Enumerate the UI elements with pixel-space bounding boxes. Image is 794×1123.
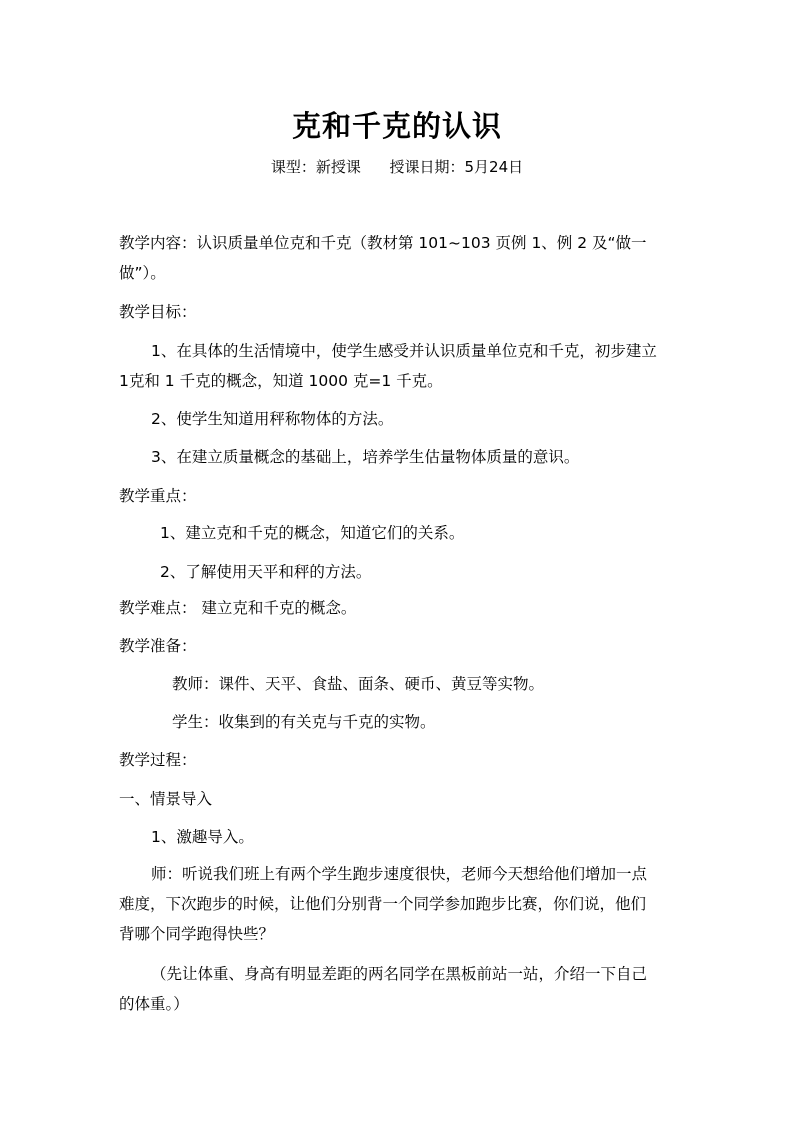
teacher-speech-line-1: 师：听说我们班上有两个学生跑步速度很快，老师今天想给他们增加一点	[151, 865, 648, 883]
section-objectives: 教学目标：	[119, 303, 197, 321]
preparation-teacher: 教师：课件、天平、食盐、面条、硬币、黄豆等实物。	[172, 675, 545, 693]
section-difficulty: 教学难点： 建立克和千克的概念。	[119, 599, 357, 617]
process-part-1: 一、情景导入	[119, 790, 213, 808]
preparation-students: 学生：收集到的有关克与千克的实物。	[172, 713, 436, 731]
activity-note-line-2: 的体重。）	[119, 995, 189, 1013]
content-line-2: 做”）。	[119, 264, 166, 282]
teacher-speech-line-3: 背哪个同学跑得快些？	[119, 925, 275, 943]
process-step-1: 1、激趣导入。	[151, 828, 254, 846]
key-point-1: 1、建立克和千克的概念，知道它们的关系。	[160, 524, 465, 542]
section-key-points: 教学重点：	[119, 487, 197, 505]
key-point-2: 2、了解使用天平和秤的方法。	[160, 563, 372, 581]
teacher-speech-line-2: 难度，下次跑步的时候，让他们分别背一个同学参加跑步比赛，你们说，他们	[119, 895, 647, 913]
objective-3: 3、在建立质量概念的基础上，培养学生估量物体质量的意识。	[151, 448, 580, 466]
section-preparation: 教学准备：	[119, 637, 197, 655]
section-process: 教学过程：	[119, 751, 197, 769]
objective-1-line-2: 1克和 1 千克的概念，知道 1000 克=1 千克。	[119, 372, 443, 390]
activity-note-line-1: （先让体重、身高有明显差距的两名同学在黑板前站一站，介绍一下自己	[151, 965, 648, 983]
objective-2: 2、使学生知道用秤称物体的方法。	[151, 410, 394, 428]
content-line-1: 教学内容：认识质量单位克和千克（教材第 101~103 页例 1、例 2 及“做一	[119, 234, 647, 252]
objective-1-line-1: 1、在具体的生活情境中，使学生感受并认识质量单位克和千克，初步建立	[151, 342, 657, 360]
lesson-info: 课型：新授课 授课日期：5月24日	[270, 158, 524, 176]
document-title: 克和千克的认识	[291, 109, 502, 143]
